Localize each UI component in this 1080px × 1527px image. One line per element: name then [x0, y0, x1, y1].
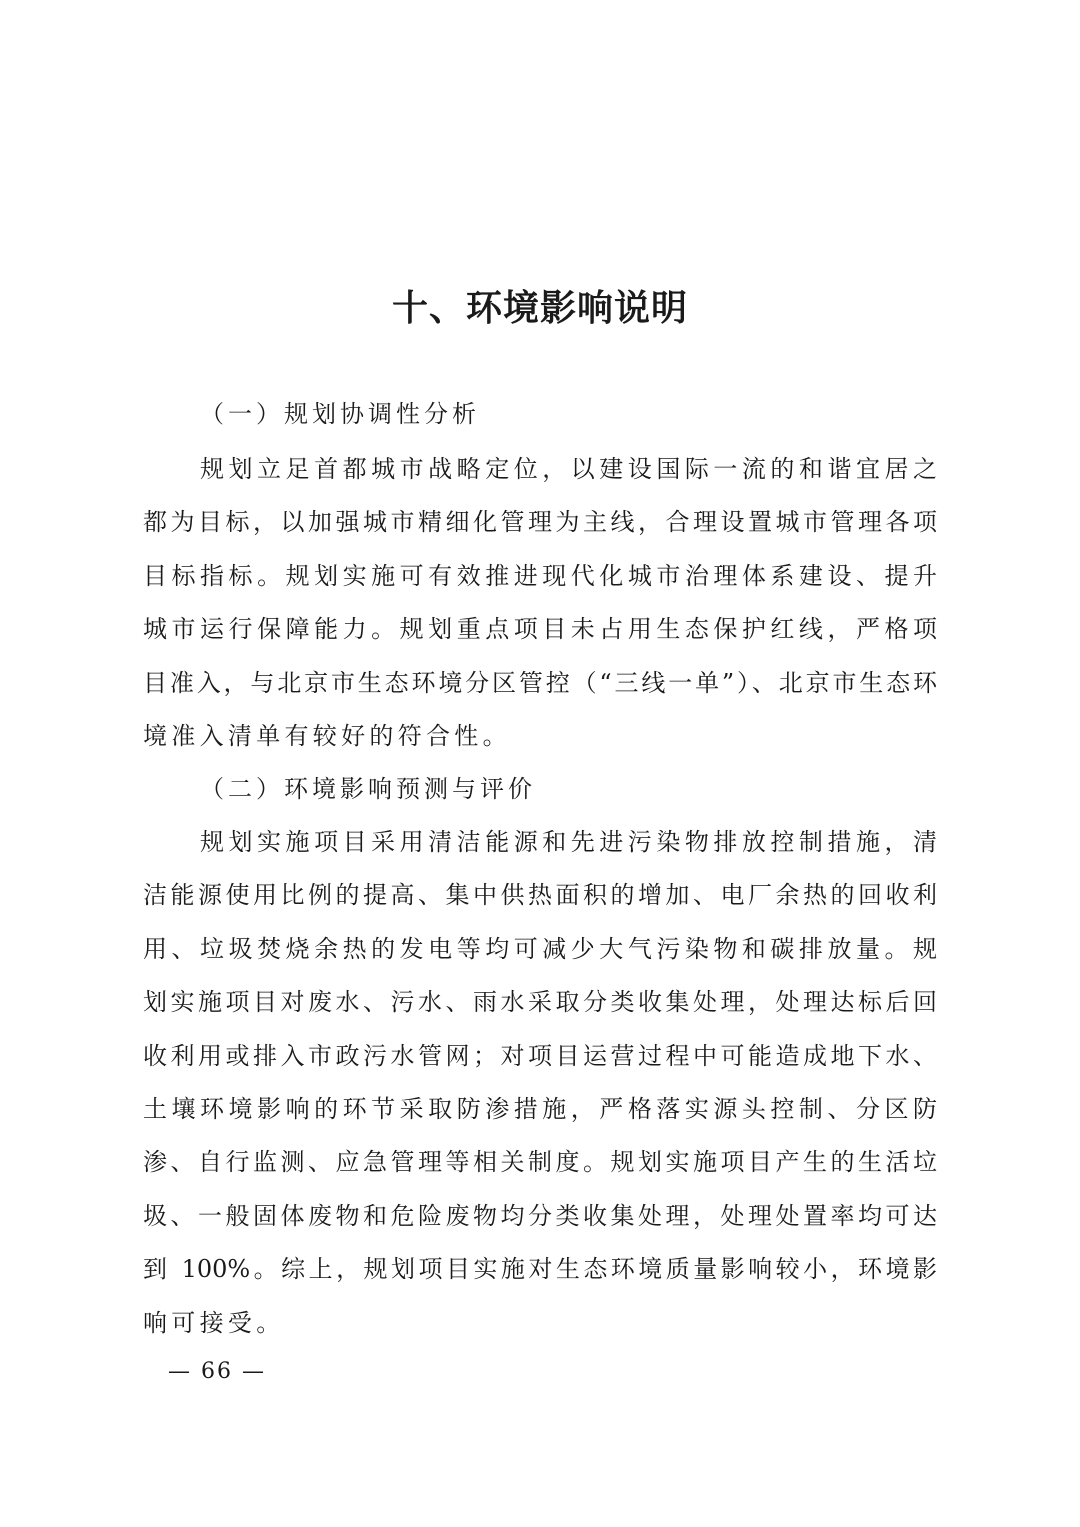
paragraph-line: 渗、自行监测、应急管理等相关制度。规划实施项目产生的生活垃 [143, 1148, 937, 1177]
paragraph-line: 规划实施项目采用清洁能源和先进污染物排放控制措施，清 [200, 828, 937, 856]
section-heading-2: （二）环境影响预测与评价 [200, 775, 536, 803]
paragraph-line: 到 100%。综上，规划项目实施对生态环境质量影响较小，环境影 [143, 1255, 937, 1284]
paragraph-line: 收利用或排入市政污水管网；对项目运营过程中可能造成地下水、 [143, 1041, 937, 1070]
paragraph-line: 境准入清单有较好的符合性。 [143, 721, 511, 750]
section-paragraph-2 [143, 816, 937, 1350]
page-title: 十、环境影响说明 [391, 287, 688, 329]
paragraph-line: 目标指标。规划实施可有效推进现代化城市治理体系建设、提升 [143, 561, 937, 590]
paragraph-line: 规划立足首都城市战略定位，以建设国际一流的和谐宜居之 [200, 455, 937, 483]
section-paragraph-1 [143, 443, 937, 763]
paragraph-line: 城市运行保障能力。规划重点项目未占用生态保护红线，严格项 [143, 615, 937, 644]
paragraph-line: 用、垃圾焚烧余热的发电等均可减少大气污染物和碳排放量。规 [143, 934, 937, 963]
paragraph-line: 洁能源使用比例的提高、集中供热面积的增加、电厂余热的回收利 [143, 881, 937, 910]
page-number: — 66 — [168, 1359, 266, 1384]
paragraph-line: 都为目标，以加强城市精细化管理为主线，合理设置城市管理各项 [143, 508, 937, 537]
paragraph-line: 划实施项目对废水、污水、雨水采取分类收集处理，处理达标后回 [143, 988, 937, 1017]
paragraph-line: 响可接受。 [143, 1308, 285, 1337]
paragraph-line: 目准入，与北京市生态环境分区管控（“三线一单”）、北京市生态环 [143, 668, 937, 697]
section-heading-1: （一）规划协调性分析 [200, 400, 480, 428]
paragraph-line: 圾、一般固体废物和危险废物均分类收集处理，处理处置率均可达 [143, 1201, 937, 1230]
paragraph-line: 土壤环境影响的环节采取防渗措施，严格落实源头控制、分区防 [143, 1094, 937, 1123]
